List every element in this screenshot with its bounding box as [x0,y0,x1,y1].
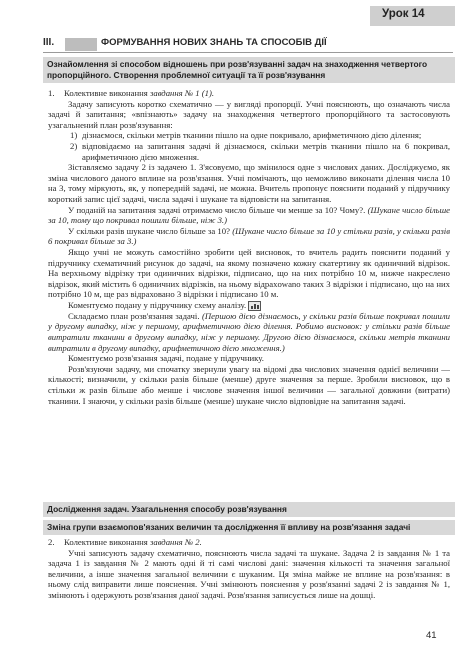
sub-number: 2) [70,140,78,151]
paragraph: Задачу записують коротко схематично — у вигляді пропорції. Учні пояснюють, що означають числа задачі й запитання; «впізнають» задачу на знаходження четвертого пропорційного та застосовують узагальнений план розв'язування: [48,98,450,130]
paragraph: Якщо учні не можуть самостійно зробити цей висновок, то вчитель радить пояснити поданий у підручнику схематичний рисунок до задачі, на якому позначено кожну скатертину як одиничний відрізок. На верхньому відрізку три одиничних відрізки, підписано, що на них потрібно 10 м, нижче накреслено відрізок, який містить 6 одиничних відрізків, на ньому відрахowano таких 3 відрізки і підписано, що на них потрібно 10 м, ще раз відраховано 3 відрізки і підписано 10 м. [48,246,450,300]
section-heading [43,36,453,53]
paragraph-text: Складаємо план розв'язання задачі. [68,310,202,321]
item-1-number: 1. [48,88,55,98]
sub-item: дізнаємося, скільки метрів тканини пішло на одне покривало, арифметичною дією ділення; [82,130,422,141]
item-2 [48,537,450,601]
question-text: У поданій на запитання задачі отримаємо число більше чи менше за 10? Чому?. [68,204,368,215]
item-2-lead-italic: завдання № 2. [149,537,202,547]
paragraph-text: Коментуємо подану у підручнику схему аналізу. [68,299,247,310]
question-text: У скільки разів шукане число більше за 10? [68,225,233,236]
subsection-band-1 [43,57,455,83]
answer-text: (Шукане число більше за 10, тому що покривал пошили більше, ніж 3.) [48,204,451,226]
page-number: 41 [426,630,437,641]
paragraph: Зіставляємо задачу 2 із задачею 1. З'ясовуємо, що змінилося одне з числових даних. Досліджуємо, як зміна числового даного вплине на розв'язання. Учні помічають, що неможливо виконати ділення числа 10 на 3, тому міркують, як, у попередній задачі, не можна. Вчитель пропонує пояснити поданий у підручнику короткий запис цієї задачі, числа задачі і шукане та відповісти на запитання. [48,162,450,204]
section-number: III. [43,37,55,48]
subsection-title-1: Ознайомлення зі способом відношень при розв'язуванні задач на знаходження четвертого пропорційного. Створення проблемної ситуації та її розв'язування [47,59,428,80]
sub-number: 1) [70,130,78,141]
item-1-lead-italic: завдання № 1 (1). [149,88,215,98]
section-divider [43,52,453,53]
subsection-title-3: Зміна групи взаємопов'язаних величин та дослідження її впливу на розв'язання задачі [47,522,411,532]
paragraph: Учні записують задачу схематично, пояснюють числа задачі та шукане. Задача 2 із завдання № 1 та задача 1 із завдання № 2 мають одні й ті самі числові дані: значення кількості та значення загальної величини, а інше значення загальної величини є шуканим. Ця зміна майже не вплине на розв'язання: в ньому слід виправити лише пояснення. Учні змінюють пояснення у розв'язанні задачі 2 із завдання № 1, змінюють і одержують розв'язання даної задачі. Розв'язання записується лише на дошці. [48,547,450,600]
section-title: ФОРМУВАННЯ НОВИХ ЗНАНЬ ТА СПОСОБІВ ДІЇ [101,37,327,48]
item-2-number: 2. [48,537,55,547]
subsection-title-2: Дослідження задач. Узагальнення способу розв'язування [47,504,287,514]
subsection-band-3 [43,520,455,535]
subsection-band-2 [43,502,455,517]
section-bar [65,38,97,51]
paragraph: Розв'язуючи задачу, ми спочатку звернули увагу на відомі два числових значення однієї величини — кількості; визначили, у скільки разів більше (менше) друге значення за перше. Зробили висновок, що в стільки ж разів більше або менше і числове значення іншої величини — загальної довжини (витрати) тканини. І знаючи, у скільки разів більше (менше) шукане число відповідне на запитання задачі. [48,363,450,406]
sub-item: відповідаємо на запитання задачі й дізнаємося, скільки метрів тканини пішло на 6 покривал, арифметичною дією множення. [82,140,450,162]
answer-text: (Першою дією дізнаємось, у скільки разів більше покривал пошили у другому випадку, ніж у першому, арифметичною дією ділення. Робимо висновок: у стільки разів більше витратили тканини в другому випадку, ніж у першому. Другою дією дізнаємося, скільки метрів тканини витратили в другому випадку, арифметичною дією множення.) [48,310,450,353]
scheme-icon [248,301,261,311]
item-1 [48,88,450,406]
item-2-lead: Колективне виконання [64,537,150,547]
answer-text: (Шукане число більше за 10 у стільки разів, у скільки разів 6 покривал більше за 3.) [48,225,450,247]
lesson-label: Урок 14 [382,8,425,20]
item-1-lead: Колективне виконання [64,88,150,98]
paragraph: Коментуємо розв'язання задачі, подане у підручнику. [68,353,264,364]
